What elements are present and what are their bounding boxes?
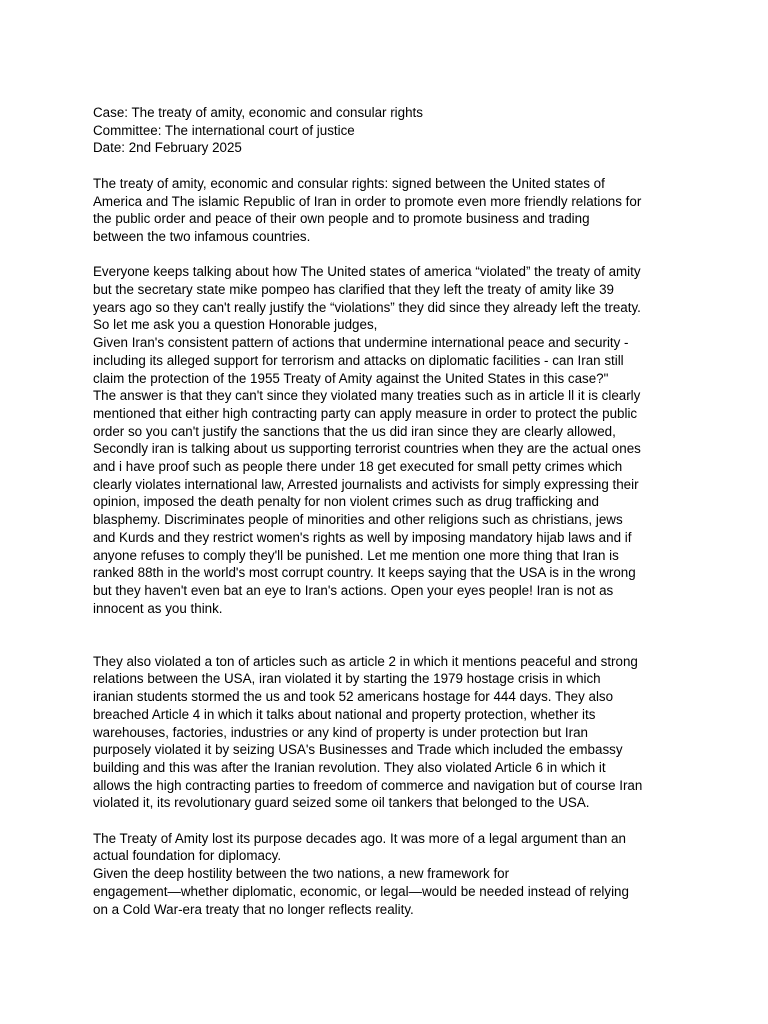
case-line: Case: The treaty of amity, economic and consular rights	[93, 105, 423, 120]
spacer	[93, 246, 683, 264]
paragraph-line: They also violated a ton of articles such as article 2 in which it mentions peaceful and strong	[93, 653, 638, 669]
paragraph-conclusion	[93, 830, 683, 919]
paragraph-article-violations	[93, 653, 683, 812]
paragraph-line: Everyone keeps talking about how The United states of america “violated” the treaty of amity	[93, 264, 641, 280]
paragraph-line: actual foundation for diplomacy.	[93, 848, 282, 864]
committee-line: Committee: The international court of justice	[93, 122, 355, 138]
document-page	[93, 104, 683, 918]
paragraph-line: engagement—whether diplomatic, economic, or legal—would be needed instead of relying	[93, 883, 629, 899]
paragraph-line: anyone refuses to comply they'll be punished. Let me mention one more thing that Iran is	[93, 547, 619, 563]
spacer	[93, 812, 683, 830]
paragraph-line: the public order and peace of their own people and to promote business and trading	[93, 211, 590, 227]
paragraph-line: America and The islamic Republic of Iran in order to promote even more friendly relations for	[93, 193, 642, 209]
paragraph-line: on a Cold War-era treaty that no longer reflects reality.	[93, 901, 414, 917]
paragraph-line: opinion, imposed the death penalty for non violent crimes such as drug trafficking and	[93, 494, 599, 510]
paragraph-line: purposely violated it by seizing USA's Businesses and Trade which included the embassy	[93, 742, 623, 758]
paragraph-line: Given Iran's consistent pattern of actions that undermine international peace and security -	[93, 335, 629, 351]
paragraph-line: blasphemy. Discriminates people of minorities and other religions such as christians, jews	[93, 512, 623, 528]
spacer	[93, 617, 683, 652]
paragraph-line: Secondly iran is talking about us supporting terrorist countries when they are the actual ones	[93, 441, 641, 457]
paragraph-line: ranked 88th in the world's most corrupt country. It keeps saying that the USA is in the wrong	[93, 565, 636, 581]
paragraph-line: between the two infamous countries.	[93, 228, 311, 244]
paragraph-line: order so you can't justify the sanctions that the us did iran since they are clearly allowed,	[93, 423, 616, 439]
paragraph-line: So let me ask you a question Honorable judges,	[93, 317, 378, 333]
case-header	[93, 104, 683, 157]
paragraph-line: years ago so they can't really justify the “violations” they did since they already left the treaty.	[93, 299, 641, 315]
paragraph-line: iranian students stormed the us and took 52 americans hostage for 444 days. They also	[93, 689, 614, 705]
paragraph-line: but the secretary state mike pompeo has clarified that they left the treaty of amity like 39	[93, 282, 615, 297]
paragraph-line: allows the high contracting parties to freedom of commerce and navigation but of course Iran	[93, 777, 643, 793]
paragraph-line: The Treaty of Amity lost its purpose decades ago. It was more of a legal argument than an	[93, 830, 626, 846]
paragraph-line: Given the deep hostility between the two nations, a new framework for	[93, 866, 510, 882]
paragraph-line: breached Article 4 in which it talks about national and property protection, whether its	[93, 706, 596, 722]
paragraph-line: including its alleged support for terrorism and attacks on diplomatic facilities - can Iran still	[93, 352, 624, 368]
paragraph-line: mentioned that either high contracting party can apply measure in order to protect the public	[93, 405, 638, 421]
paragraph-line: claim the protection of the 1955 Treaty of Amity against the United States in this case?"	[93, 370, 609, 386]
spacer	[93, 157, 683, 175]
paragraph-line: building and this was after the Iranian revolution. They also violated Article 6 in which it	[93, 759, 606, 775]
paragraph-line: and i have proof such as people there under 18 get executed for small petty crimes which	[93, 459, 623, 475]
paragraph-line: warehouses, factories, industries or any kind of property is under protection but Iran	[93, 724, 588, 740]
paragraph-line: clearly violates international law, Arrested journalists and activists for simply expressing their	[93, 476, 639, 492]
paragraph-line: relations between the USA, iran violated it by starting the 1979 hostage crisis in which	[93, 671, 601, 687]
paragraph-line: The treaty of amity, economic and consular rights: signed between the United states of	[93, 175, 605, 191]
date-line: Date: 2nd February 2025	[93, 140, 242, 156]
paragraph-line: but they haven't even bat an eye to Iran's actions. Open your eyes people! Iran is not as	[93, 582, 614, 598]
paragraph-line: and Kurds and they restrict women's rights as well by imposing mandatory hijab laws and if	[93, 529, 632, 545]
paragraph-main-argument	[93, 263, 683, 617]
paragraph-line: violated it, its revolutionary guard seized some oil tankers that belonged to the USA.	[93, 795, 590, 811]
paragraph-line: innocent as you think.	[93, 600, 223, 616]
paragraph-line: The answer is that they can't since they violated many treaties such as in article ll it is clearly	[93, 388, 641, 404]
paragraph-treaty-definition	[93, 175, 683, 246]
